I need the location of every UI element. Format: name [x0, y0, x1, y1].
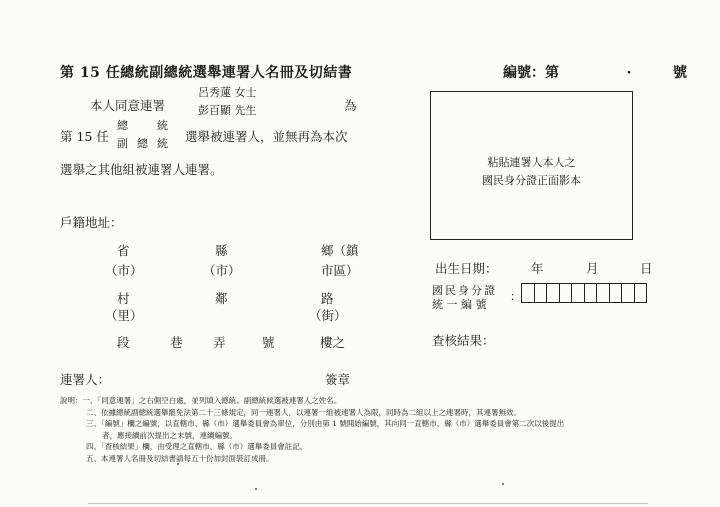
address-label: 戶籍地址：	[60, 215, 123, 230]
id-colon: ：	[510, 290, 521, 303]
note-item: 三、「編號」欄之編號，以直轄市、縣（市）選舉委員會為單位，分別由第 1 號開始編號，其向同一直轄市、縣（市）選舉委員會第二次以後提出	[86, 419, 565, 428]
birth-day: 日	[640, 261, 653, 276]
consent-line2: 選舉被連署人，並無再為本次	[185, 129, 348, 144]
birth-date-label: 出生日期：	[435, 261, 498, 276]
notes-prefix: 說明：	[60, 396, 83, 405]
consent-line3: 選舉之其他組被連署人連署。	[60, 162, 223, 177]
instructions	[60, 395, 564, 464]
id-digit-cell[interactable]	[546, 283, 560, 303]
address-city-1: （市）	[105, 263, 143, 278]
id-digit-cell[interactable]	[584, 283, 598, 303]
address-lane: 巷	[170, 335, 183, 350]
address-section: 段	[117, 335, 130, 350]
role-president: 總 統	[117, 119, 167, 132]
note-item: 者，應接續前次提出之末號，連續編號。	[102, 430, 237, 440]
id-photocopy-box[interactable]	[430, 91, 633, 240]
note-item: 一、「同意連署」之右側空白處，並列填入總統、副總統候選被連署人之姓名。	[82, 396, 342, 405]
consent-wei: 為	[344, 98, 357, 113]
photo-box-line2: 國民身分證正面影本	[482, 174, 581, 187]
id-label-line1: 國民身分證	[432, 284, 497, 297]
signature-seal: 簽章	[325, 372, 351, 387]
note-item: 四、「查核結果」欄，由受理之直轄市、縣（市）選舉委員會註記。	[86, 442, 308, 451]
serial-number	[503, 62, 687, 82]
address-floor: 樓之	[320, 335, 346, 350]
id-digit-cell[interactable]	[596, 283, 610, 303]
address-province: 省	[117, 243, 130, 258]
id-number-grid[interactable]	[522, 283, 647, 303]
scan-speck	[255, 488, 257, 490]
role-vice-president: 副 總 統	[117, 137, 167, 150]
id-digit-cell[interactable]	[609, 283, 623, 303]
id-digit-cell[interactable]	[634, 283, 648, 303]
term-number: 第 15 任	[60, 129, 109, 144]
address-township: 鄉（鎮	[321, 243, 359, 258]
address-district: 市區）	[321, 263, 359, 278]
serial-label: 編號：第	[503, 65, 559, 81]
address-number: 號	[262, 335, 275, 350]
consent-prefix: 本人同意連署	[90, 98, 166, 113]
address-neighborhood: 鄰	[215, 291, 228, 306]
id-digit-cell[interactable]	[559, 283, 573, 303]
birth-month: 月	[586, 261, 599, 276]
id-digit-cell[interactable]	[534, 283, 548, 303]
form-title: 第 15 任總統副總統選舉連署人名冊及切結書	[60, 65, 353, 81]
birth-year: 年	[531, 261, 544, 276]
serial-suffix: 號	[673, 65, 687, 81]
review-result-label: 查核結果：	[432, 333, 495, 348]
scan-speck	[177, 463, 179, 465]
address-road: 路	[321, 291, 334, 306]
address-village: 村	[117, 291, 130, 306]
candidate-vice-president: 彭百顯 先生	[198, 104, 257, 117]
note-item: 五、本連署人名冊及切結書請每五十份加封面裝訂成冊。	[86, 453, 274, 463]
id-digit-cell[interactable]	[521, 283, 535, 303]
address-alley: 弄	[213, 335, 226, 350]
address-street: （街）	[309, 308, 347, 323]
photo-box-line1: 粘貼連署人本人之	[487, 156, 576, 169]
note-item: 二、依據總統副總統選舉罷免法第二十三條規定，同一連署人，以連署一組被連署人為限，同時為二組以上之連署時，其連署無效。	[86, 407, 521, 417]
serial-dot: ·	[626, 65, 632, 81]
signer-label: 連署人：	[60, 372, 111, 387]
address-city-2: （市）	[203, 263, 241, 278]
address-county: 縣	[215, 243, 228, 258]
address-li: （里）	[105, 308, 143, 323]
candidate-president: 呂秀蓮 女士	[198, 86, 257, 99]
id-digit-cell[interactable]	[571, 283, 585, 303]
id-digit-cell[interactable]	[621, 283, 635, 303]
scan-speck	[502, 483, 504, 485]
id-label-line2: 統 一 編 號	[432, 298, 487, 311]
page-edge	[88, 503, 648, 504]
